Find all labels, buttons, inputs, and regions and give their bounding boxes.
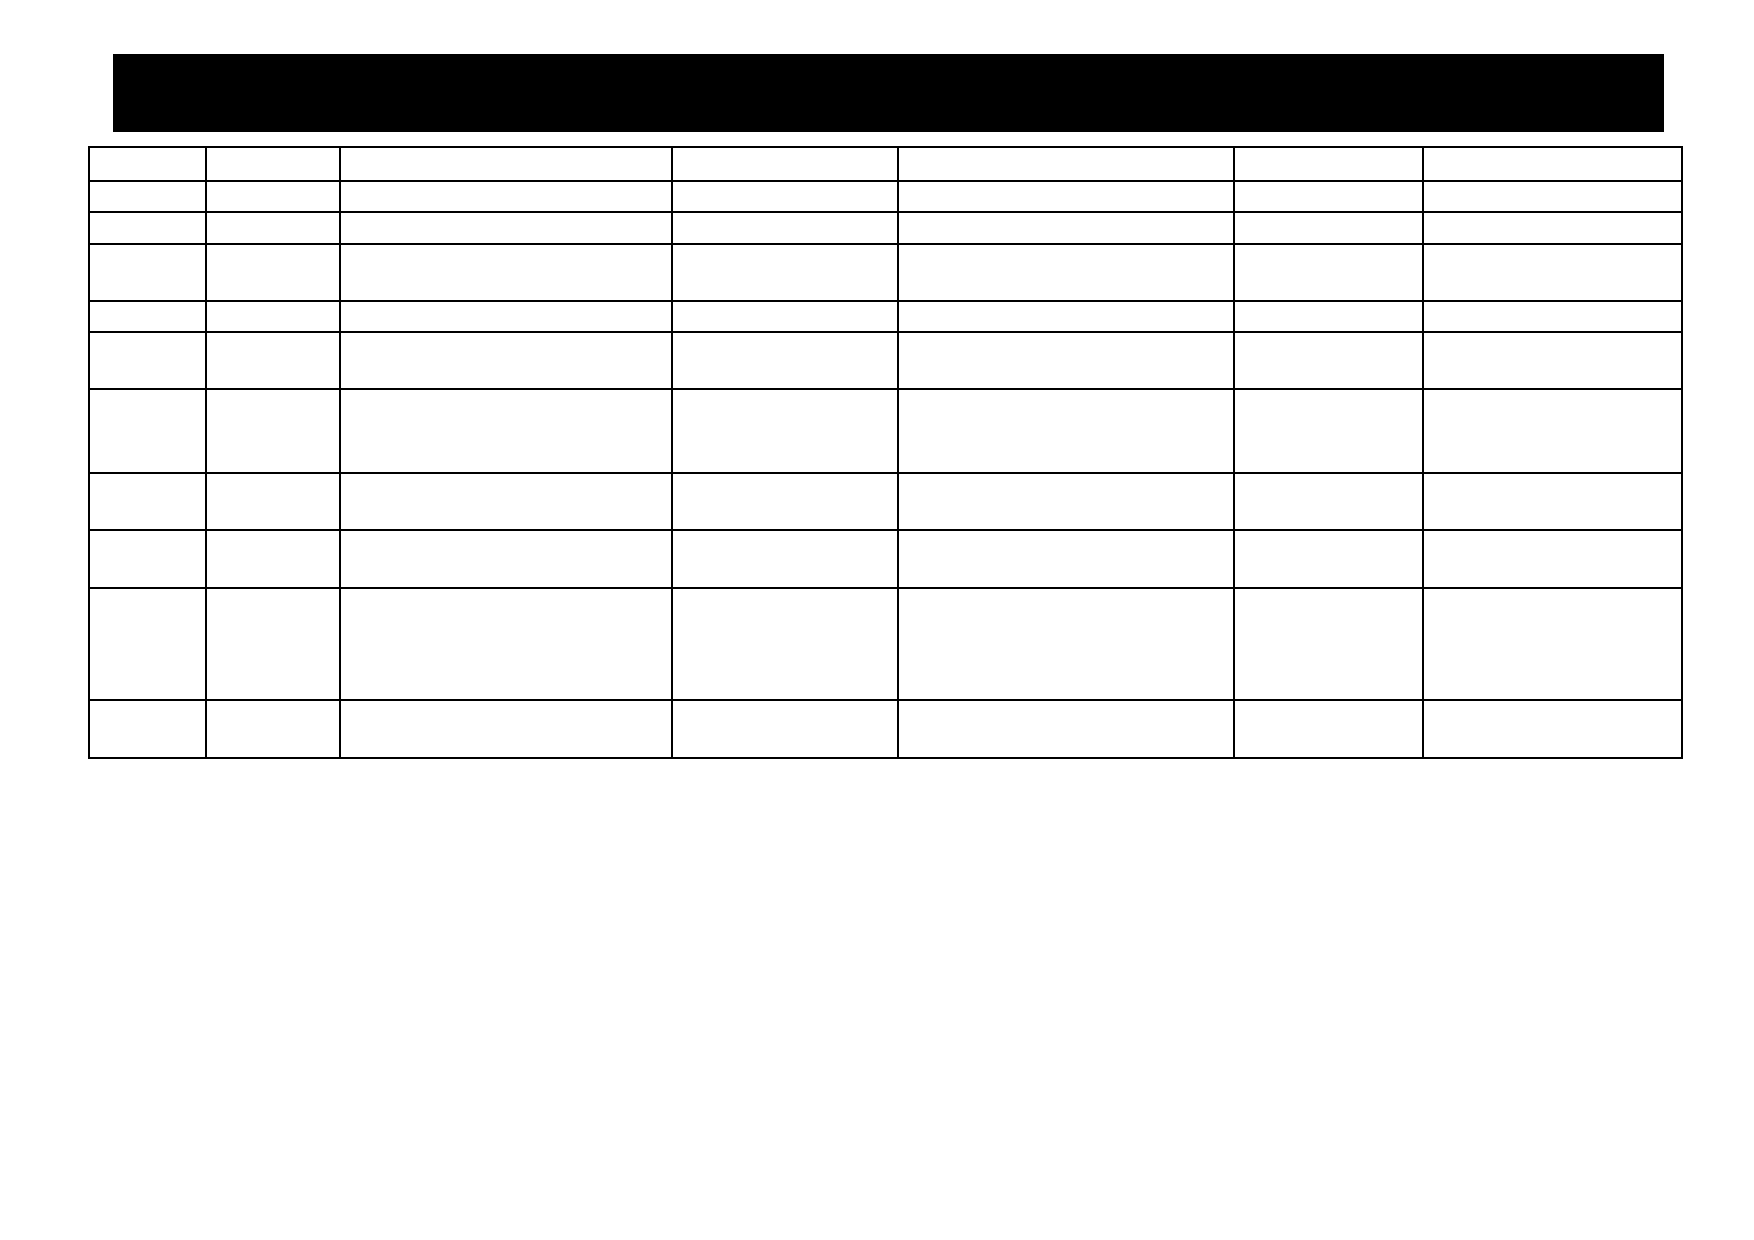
table-row (89, 301, 1682, 332)
defendant-cell (898, 389, 1234, 473)
table-row (89, 588, 1682, 700)
empty-cell-6 (1234, 389, 1423, 473)
case-reference (206, 588, 340, 700)
empty-cell-7 (1423, 473, 1682, 530)
plaintiff-cell (340, 588, 672, 700)
row-number (89, 588, 206, 700)
hearing-roll-table (88, 146, 1683, 759)
empty-cell-6 (1234, 301, 1423, 332)
plaintiff-cell (340, 700, 672, 758)
row-number (89, 473, 206, 530)
row-number (89, 212, 206, 244)
lawyer-cell (672, 244, 898, 301)
row-number (89, 389, 206, 473)
row-number (89, 181, 206, 212)
case-reference (206, 332, 340, 389)
defendant-cell (898, 700, 1234, 758)
plaintiff-cell (340, 181, 672, 212)
empty-cell-7 (1423, 244, 1682, 301)
table-row (89, 332, 1682, 389)
empty-cell-6 (1234, 212, 1423, 244)
table-row (89, 181, 1682, 212)
plaintiff-cell (340, 301, 672, 332)
empty-cell-7 (1423, 212, 1682, 244)
defendant-cell (898, 181, 1234, 212)
lawyer-cell (672, 332, 898, 389)
empty-cell-6 (1234, 147, 1423, 181)
case-reference (206, 181, 340, 212)
lawyer-cell (672, 473, 898, 530)
plaintiff-cell (340, 332, 672, 389)
empty-cell-7 (1423, 301, 1682, 332)
empty-cell-6 (1234, 588, 1423, 700)
case-reference (206, 147, 340, 181)
row-number (89, 147, 206, 181)
plaintiff-cell (340, 147, 672, 181)
table-row (89, 147, 1682, 181)
empty-cell-6 (1234, 181, 1423, 212)
case-reference (206, 530, 340, 588)
defendant-cell (898, 147, 1234, 181)
table-row (89, 530, 1682, 588)
case-reference (206, 301, 340, 332)
row-number (89, 301, 206, 332)
table-row (89, 212, 1682, 244)
table-row (89, 244, 1682, 301)
empty-cell-7 (1423, 147, 1682, 181)
lawyer-cell (672, 147, 898, 181)
plaintiff-cell (340, 530, 672, 588)
defendant-cell (898, 588, 1234, 700)
header-banner (113, 54, 1664, 132)
defendant-cell (898, 301, 1234, 332)
lawyer-cell (672, 530, 898, 588)
row-number (89, 700, 206, 758)
lawyer-cell (672, 700, 898, 758)
table-body (89, 147, 1682, 758)
case-reference (206, 244, 340, 301)
table-row (89, 473, 1682, 530)
plaintiff-cell (340, 244, 672, 301)
case-reference (206, 473, 340, 530)
empty-cell-6 (1234, 473, 1423, 530)
defendant-cell (898, 530, 1234, 588)
empty-cell-6 (1234, 700, 1423, 758)
plaintiff-cell (340, 473, 672, 530)
empty-cell-7 (1423, 700, 1682, 758)
defendant-cell (898, 473, 1234, 530)
row-number (89, 530, 206, 588)
empty-cell-6 (1234, 244, 1423, 301)
case-reference (206, 700, 340, 758)
empty-cell-7 (1423, 588, 1682, 700)
row-number (89, 332, 206, 389)
lawyer-cell (672, 301, 898, 332)
lawyer-cell (672, 389, 898, 473)
defendant-cell (898, 212, 1234, 244)
empty-cell-7 (1423, 332, 1682, 389)
lawyer-cell (672, 588, 898, 700)
plaintiff-cell (340, 389, 672, 473)
lawyer-cell (672, 181, 898, 212)
defendant-cell (898, 332, 1234, 389)
empty-cell-7 (1423, 389, 1682, 473)
case-reference (206, 212, 340, 244)
row-number (89, 244, 206, 301)
table-row (89, 389, 1682, 473)
empty-cell-7 (1423, 530, 1682, 588)
case-reference (206, 389, 340, 473)
empty-cell-6 (1234, 332, 1423, 389)
plaintiff-cell (340, 212, 672, 244)
empty-cell-6 (1234, 530, 1423, 588)
empty-cell-7 (1423, 181, 1682, 212)
table-row (89, 700, 1682, 758)
lawyer-cell (672, 212, 898, 244)
defendant-cell (898, 244, 1234, 301)
